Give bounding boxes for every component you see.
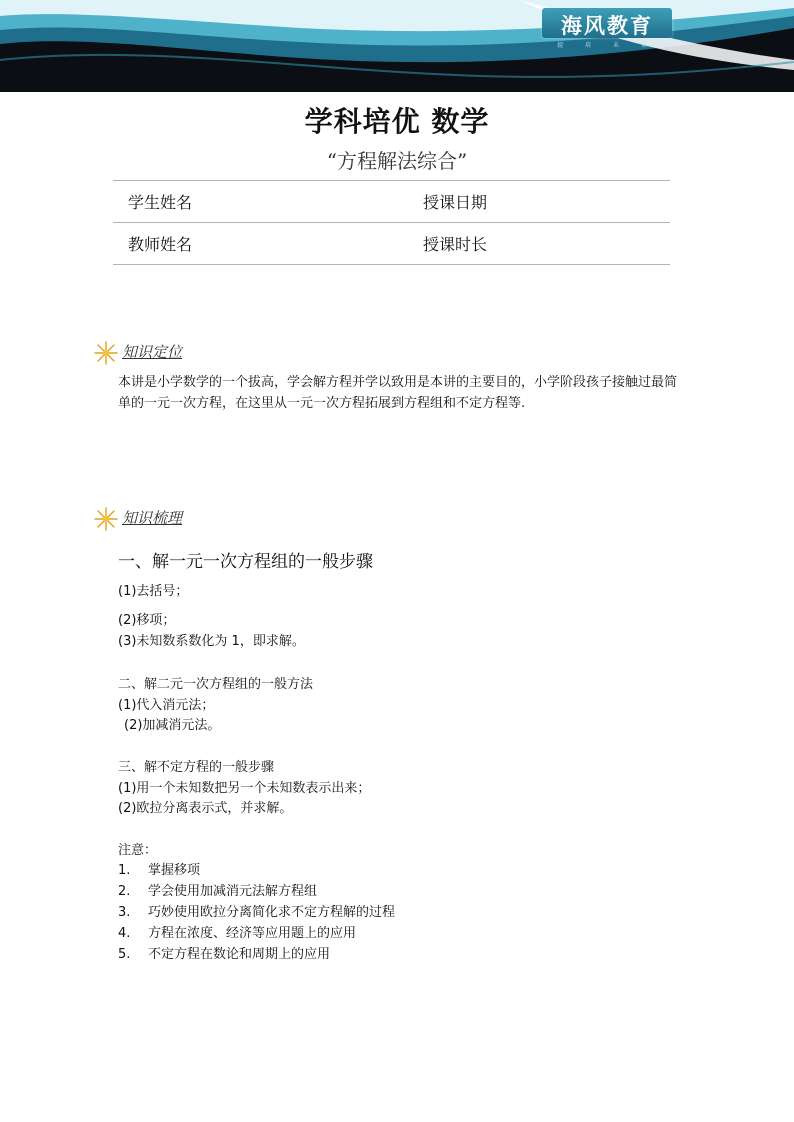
document-subtitle: “方程解法综合” xyxy=(326,149,468,173)
table-row xyxy=(113,223,670,265)
lesson-date-label: 授课日期 xyxy=(408,181,670,223)
part3-item: (1)用一个未知数把另一个未知数表示出来； xyxy=(118,781,371,796)
document-title: 学科培优 数学 xyxy=(304,105,490,138)
note-number: 4. xyxy=(118,926,131,941)
table-row xyxy=(113,181,670,223)
note-number: 5. xyxy=(118,947,131,962)
part1-item: (1)去括号； xyxy=(118,584,189,599)
header-banner xyxy=(0,0,794,92)
section-positioning-title: 知识定位 xyxy=(122,343,183,361)
note-text: 掌握移项 xyxy=(148,863,201,878)
part2-item: (2)加减消元法。 xyxy=(124,718,221,733)
note-item xyxy=(118,859,200,878)
note-number: 3. xyxy=(118,905,131,920)
logo-slogan: 提 培 未 来 xyxy=(557,42,657,49)
sparkle-icon xyxy=(92,505,120,533)
note-text: 不定方程在数论和周期上的应用 xyxy=(148,947,331,962)
note-text: 方程在浓度、经济等应用题上的应用 xyxy=(148,926,357,941)
part3-heading: 三、解不定方程的一般步骤 xyxy=(118,760,275,775)
positioning-body: 本讲是小学数学的一个拔高，学会解方程并学以致用是本讲的主要目的，小学阶段孩子接触过最简单的一元一次方程，在这里从一元一次方程拓展到方程组和不定方程等. xyxy=(118,375,678,411)
note-number: 2. xyxy=(118,884,131,899)
part1-item: (2)移项； xyxy=(118,613,176,628)
teacher-name-label: 教师姓名 xyxy=(113,223,408,265)
lesson-info-table xyxy=(113,180,670,265)
section-review-title: 知识梳理 xyxy=(122,509,183,527)
part1-heading: 一、解一元一次方程组的一般步骤 xyxy=(118,552,373,572)
notes-heading: 注意： xyxy=(118,843,158,858)
note-number: 1. xyxy=(118,863,131,878)
note-text: 学会使用加减消元法解方程组 xyxy=(148,884,318,899)
part1-item: (3)未知数系数化为 1，即求解。 xyxy=(118,634,305,649)
note-item xyxy=(118,880,317,899)
note-item xyxy=(118,901,395,920)
note-text: 巧妙使用欧拉分离简化求不定方程解的过程 xyxy=(148,905,396,920)
lesson-duration-label: 授课时长 xyxy=(408,223,670,265)
part3-item: (2)欧拉分离表示式，并求解。 xyxy=(118,801,293,816)
logo-name: 海风教育 xyxy=(561,14,653,38)
sparkle-icon xyxy=(92,339,120,367)
note-item xyxy=(118,922,356,941)
part2-item: (1)代入消元法； xyxy=(118,698,215,713)
brand-logo xyxy=(542,8,672,50)
note-item xyxy=(118,943,330,962)
part2-heading: 二、解二元一次方程组的一般方法 xyxy=(118,677,314,692)
student-name-label: 学生姓名 xyxy=(113,181,408,223)
